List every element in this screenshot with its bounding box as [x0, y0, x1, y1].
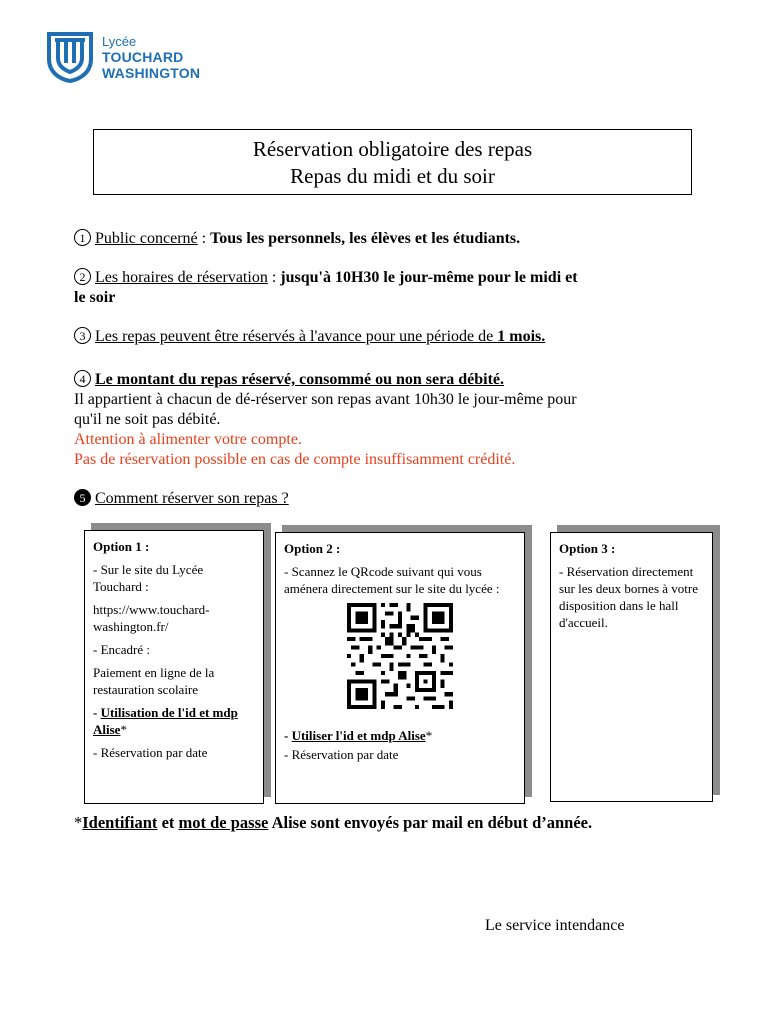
avance-text: [95, 328, 545, 345]
option-2-heading: Option 2 :: [284, 541, 341, 556]
avance-text-main: Les repas peuvent être réservés à l'avance pour une période de: [95, 328, 498, 345]
circled-number-2: 2: [74, 268, 91, 285]
option-2-alise-dash: -: [284, 728, 292, 743]
option-2-scan: - Scannez le QRcode suivant qui vous aménera directement sur le site du lycée :: [284, 564, 500, 596]
circled-number-3: 3: [74, 327, 91, 344]
circled-number-5: 5: [74, 489, 91, 506]
option-3-bornes: - Réservation directement sur les deux bornes à votre disposition dans le hall d'accueil.: [559, 564, 698, 630]
tw-emblem-icon: [46, 31, 94, 83]
logo-line-washington: WASHINGTON: [102, 65, 201, 81]
footnote-rest: Alise sont envoyés par mail en début d’année.: [268, 813, 593, 832]
horaires-text-2: le soir: [74, 289, 116, 306]
option-3-heading: Option 3 :: [559, 541, 616, 556]
option-2-alise-star: *: [425, 728, 433, 743]
option-1-alise-star: *: [120, 722, 127, 737]
warning-line-1: Attention à alimenter votre compte.: [74, 431, 302, 448]
footnote-et: et: [157, 813, 179, 832]
montant-heading: Le montant du repas réservé, consommé ou non sera débité.: [95, 371, 505, 388]
public-sep: :: [197, 230, 211, 247]
title-line-1: Réservation obligatoire des repas: [252, 137, 533, 161]
option-2-date: - Réservation par date: [284, 747, 399, 762]
footnote-star: *: [74, 813, 83, 832]
comment-text: Comment réserver son repas ?: [95, 490, 289, 507]
logo-line-touchard: TOUCHARD: [102, 49, 184, 65]
option-1-alise-dash: -: [93, 705, 101, 720]
item-montant: [74, 370, 577, 470]
qr-code-icon[interactable]: [345, 603, 455, 709]
option-1-site: - Sur le site du Lycée Touchard :: [93, 562, 204, 594]
item-horaires: [74, 268, 578, 308]
option-2-spacer: [284, 709, 516, 727]
signature: Le service intendance: [485, 917, 625, 934]
circled-number-1: 1: [74, 229, 91, 246]
horaires-text-1: jusqu'à 10H30 le jour-même pour le midi et: [280, 269, 578, 286]
circled-number-4: 4: [74, 370, 91, 387]
item-comment: [74, 489, 289, 509]
warning-line-2: Pas de réservation possible en cas de compte insuffisamment crédité.: [74, 451, 516, 468]
footnote-mot-de-passe: mot de passe: [178, 813, 269, 832]
footnote-identifiant: Identifiant: [82, 813, 158, 832]
logo-text: [102, 35, 200, 81]
option-1-paiement: Paiement en ligne de la restauration scolaire: [93, 665, 215, 697]
option-2-alise: [284, 727, 516, 744]
option-1-encadre: - Encadré :: [93, 642, 151, 657]
avance-text-bold: 1 mois.: [497, 328, 546, 345]
public-label: Public concerné: [95, 230, 198, 247]
school-logo: [46, 31, 221, 83]
public-text: Tous les personnels, les élèves et les étudiants.: [210, 230, 521, 247]
option-1-heading: Option 1 :: [93, 539, 150, 554]
option-2-box: [275, 532, 525, 804]
option-1-url[interactable]: https://www.touchard-washington.fr/: [93, 602, 210, 634]
horaires-sep: :: [267, 269, 281, 286]
option-3-box: [550, 532, 713, 802]
footnote: [74, 813, 592, 833]
montant-line-1: Il appartient à chacun de dé-réserver son repas avant 10h30 le jour-même pour: [74, 391, 577, 408]
option-1-alise: [93, 704, 255, 738]
option-1-alise-text: Utilisation de l'id et mdp Alise: [93, 705, 238, 737]
montant-line-2: qu'il ne soit pas débité.: [74, 411, 221, 428]
title-box: [93, 129, 692, 195]
horaires-label: Les horaires de réservation: [95, 269, 268, 286]
option-2-alise-text: Utiliser l'id et mdp Alise: [291, 728, 426, 743]
item-avance: [74, 327, 545, 347]
title-line-2: Repas du midi et du soir: [290, 164, 495, 188]
option-1-date: - Réservation par date: [93, 745, 208, 760]
option-1-box: [84, 530, 264, 804]
logo-line-lycee: Lycée: [102, 34, 137, 49]
item-public: [74, 229, 520, 249]
